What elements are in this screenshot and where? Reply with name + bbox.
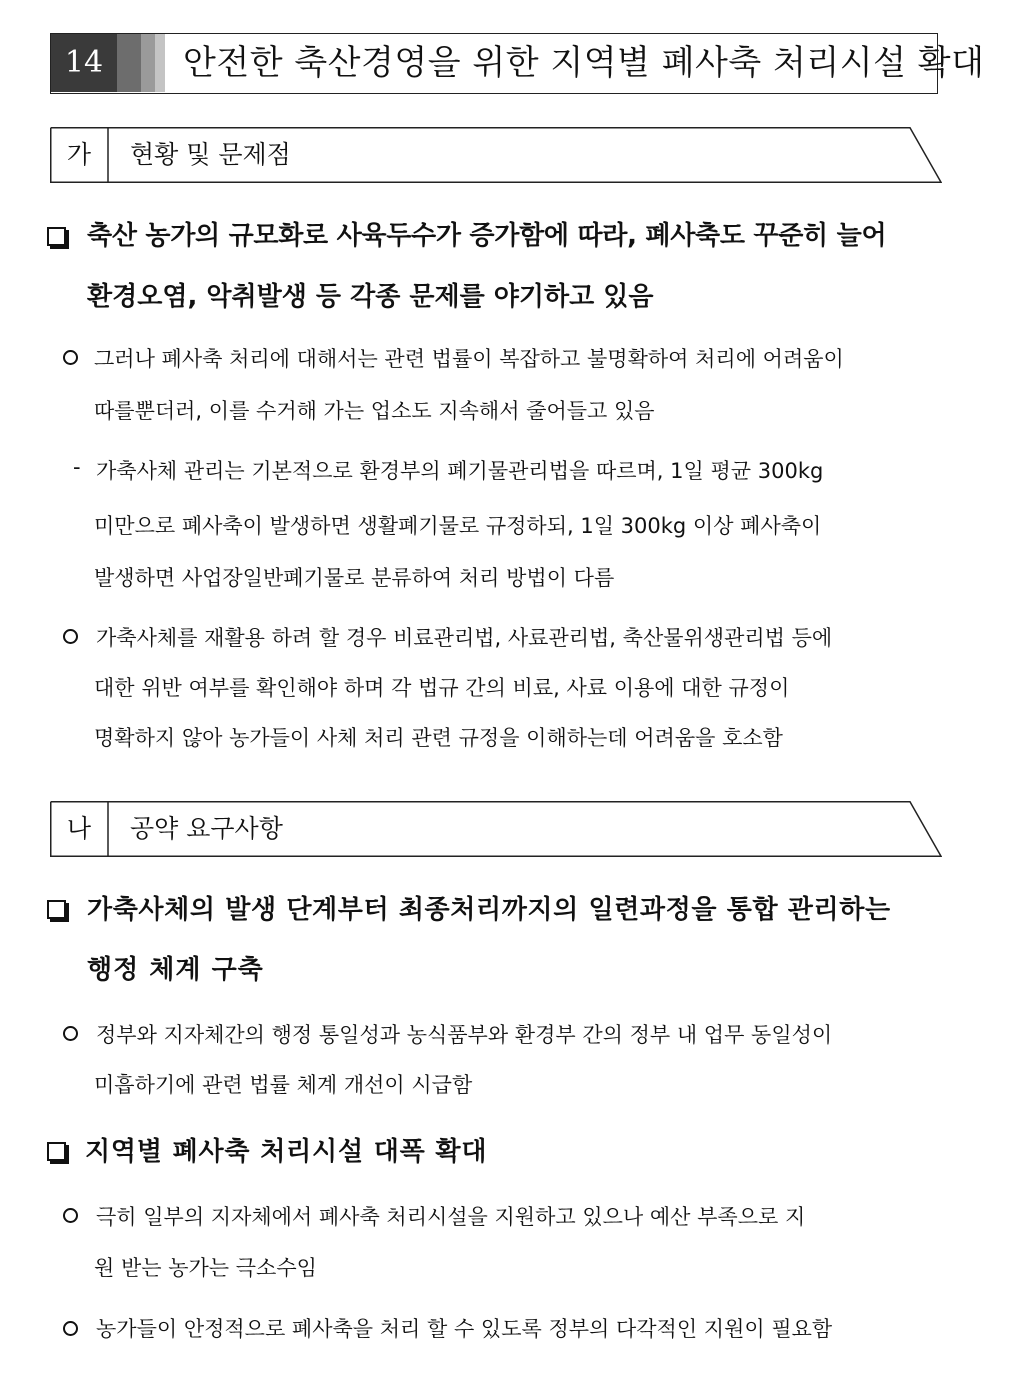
section-title: 공약 요구사항 <box>130 814 283 843</box>
main-point-line: 지역별 폐사축 처리시설 대폭 확대 <box>85 1137 488 1167</box>
main-point-line: 축산 농가의 규모화로 사육두수가 증가함에 따라, 폐사축도 꾸준히 늘어 <box>87 221 887 251</box>
sub-point-line: 미만으로 폐사축이 발생하면 생활폐기물로 규정하되, 1일 300kg 이상 폐사축이 <box>94 514 822 538</box>
sub-point-line: 미흡하기에 관련 법률 체계 개선이 시급함 <box>94 1073 473 1097</box>
gradient-bar-3 <box>155 34 165 92</box>
section-header-ga <box>50 127 942 183</box>
gradient-bar-2 <box>141 34 155 92</box>
section-title: 현황 및 문제점 <box>130 140 291 169</box>
sub-point-line: 대한 위반 여부를 확인해야 하며 각 법규 간의 비료, 사료 이용에 대한 규정이 <box>94 676 790 700</box>
section-header-na <box>50 801 942 857</box>
main-point-line: 행정 체계 구축 <box>87 955 264 985</box>
circle-bullet-icon <box>63 1026 78 1041</box>
sub-point-line: 따를뿐더러, 이를 수거해 가는 업소도 지속해서 줄어들고 있음 <box>94 399 655 423</box>
section-mark: 나 <box>66 814 92 843</box>
main-point-line: 환경오염, 악취발생 등 각종 문제를 야기하고 있음 <box>87 282 654 312</box>
sub-point-line: 가축사체를 재활용 하려 할 경우 비료관리법, 사료관리법, 축산물위생관리법 등에 <box>96 626 833 650</box>
sub-point-line: 명확하지 않아 농가들이 사체 처리 관련 규정을 이해하는데 어려움을 호소함 <box>94 726 783 750</box>
circle-bullet-icon <box>63 629 78 644</box>
sub-point-line: 가축사체 관리는 기본적으로 환경부의 폐기물관리법을 따르며, 1일 평균 300kg <box>96 459 824 483</box>
sub-point-line: 원 받는 농가는 극소수임 <box>94 1256 317 1280</box>
main-point-line: 가축사체의 발생 단계부터 최종처리까지의 일련과정을 통합 관리하는 <box>87 895 891 925</box>
sub-point-line: 그러나 폐사축 처리에 대해서는 관련 법률이 복잡하고 불명확하여 처리에 어려움이 <box>94 347 844 371</box>
gradient-bar-1 <box>117 34 141 92</box>
sub-point-line: 발생하면 사업장일반폐기물로 분류하여 처리 방법이 다름 <box>94 566 615 590</box>
dash-bullet: - <box>73 455 81 479</box>
circle-bullet-icon <box>63 1208 78 1223</box>
sub-point-line: 농가들이 안정적으로 폐사축을 처리 할 수 있도록 정부의 다각적인 지원이 필요함 <box>96 1317 833 1341</box>
sub-point-line: 극히 일부의 지자체에서 폐사축 처리시설을 지원하고 있으나 예산 부족으로 지 <box>96 1205 806 1229</box>
checkbox-bullet-icon <box>47 227 66 246</box>
sub-point-line: 정부와 지자체간의 행정 통일성과 농식품부와 환경부 간의 정부 내 업무 동일성이 <box>96 1023 833 1047</box>
page-title: 안전한 축산경영을 위한 지역별 폐사축 처리시설 확대 <box>183 43 985 83</box>
title-box <box>50 33 985 94</box>
section-number: 14 <box>51 34 117 92</box>
checkbox-bullet-icon <box>47 900 66 919</box>
circle-bullet-icon <box>63 350 78 365</box>
section-mark: 가 <box>66 140 92 169</box>
circle-bullet-icon <box>63 1321 78 1336</box>
checkbox-bullet-icon <box>47 1142 66 1161</box>
